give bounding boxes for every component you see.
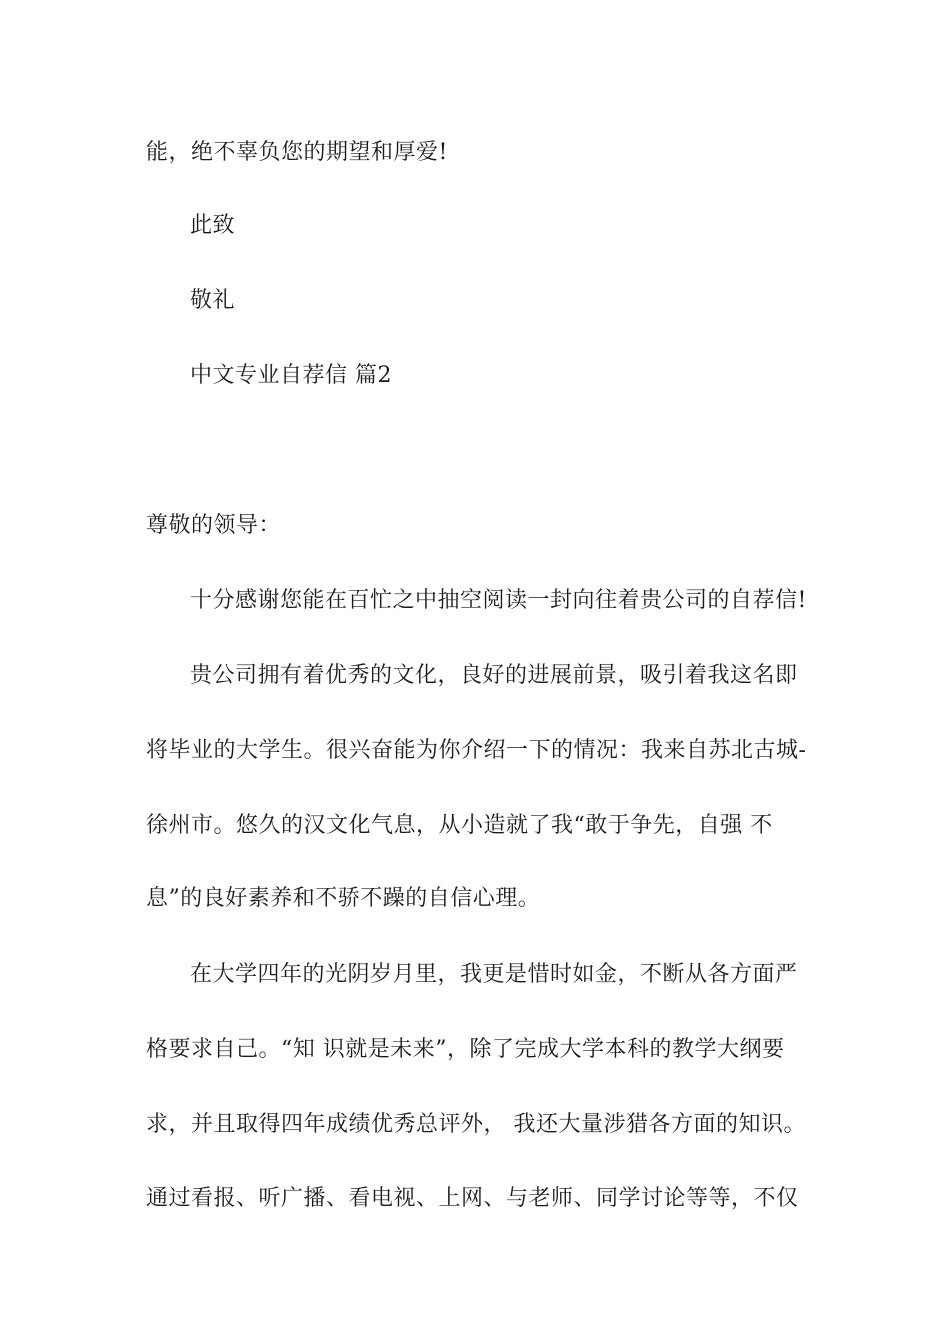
paragraph-line: 求，并且取得四年成绩优秀总评外， 我还大量涉猎各方面的知识。 <box>146 1112 806 1137</box>
paragraph-line: 格要求自己。“知 识就是未来”，除了完成大学本科的教学大纲要 <box>146 1037 785 1062</box>
paragraph-line: 通过看报、听广播、看电视、上网、与老师、同学讨论等等，不仅 <box>146 1186 799 1211</box>
paragraph-line: 息”的良好素养和不骄不躁的自信心理。 <box>146 886 541 911</box>
salutation-line: 此致 <box>190 213 236 238</box>
paragraph-line: 将毕业的大学生。很兴奋能为你介绍一下的情况：我来自苏北古城- <box>146 738 807 763</box>
section-title: 中文专业自荐信 篇2 <box>190 363 392 388</box>
salutation-line: 敬礼 <box>190 288 236 313</box>
paragraph-line: 徐州市。悠久的汉文化气息，从小造就了我“敢于争先，自强 不 <box>146 813 773 838</box>
paragraph-line: 在大学四年的光阴岁月里，我更是惜时如金，不断从各方面严 <box>190 962 798 987</box>
paragraph-line: 能，绝不辜负您的期望和厚爱! <box>146 140 448 165</box>
letter-greeting: 尊敬的领导： <box>146 513 282 538</box>
paragraph-line: 十分感谢您能在百忙之中抽空阅读一封向往着贵公司的自荐信! <box>190 588 807 613</box>
paragraph-line: 贵公司拥有着优秀的文化，良好的进展前景，吸引着我这名即 <box>190 663 798 688</box>
